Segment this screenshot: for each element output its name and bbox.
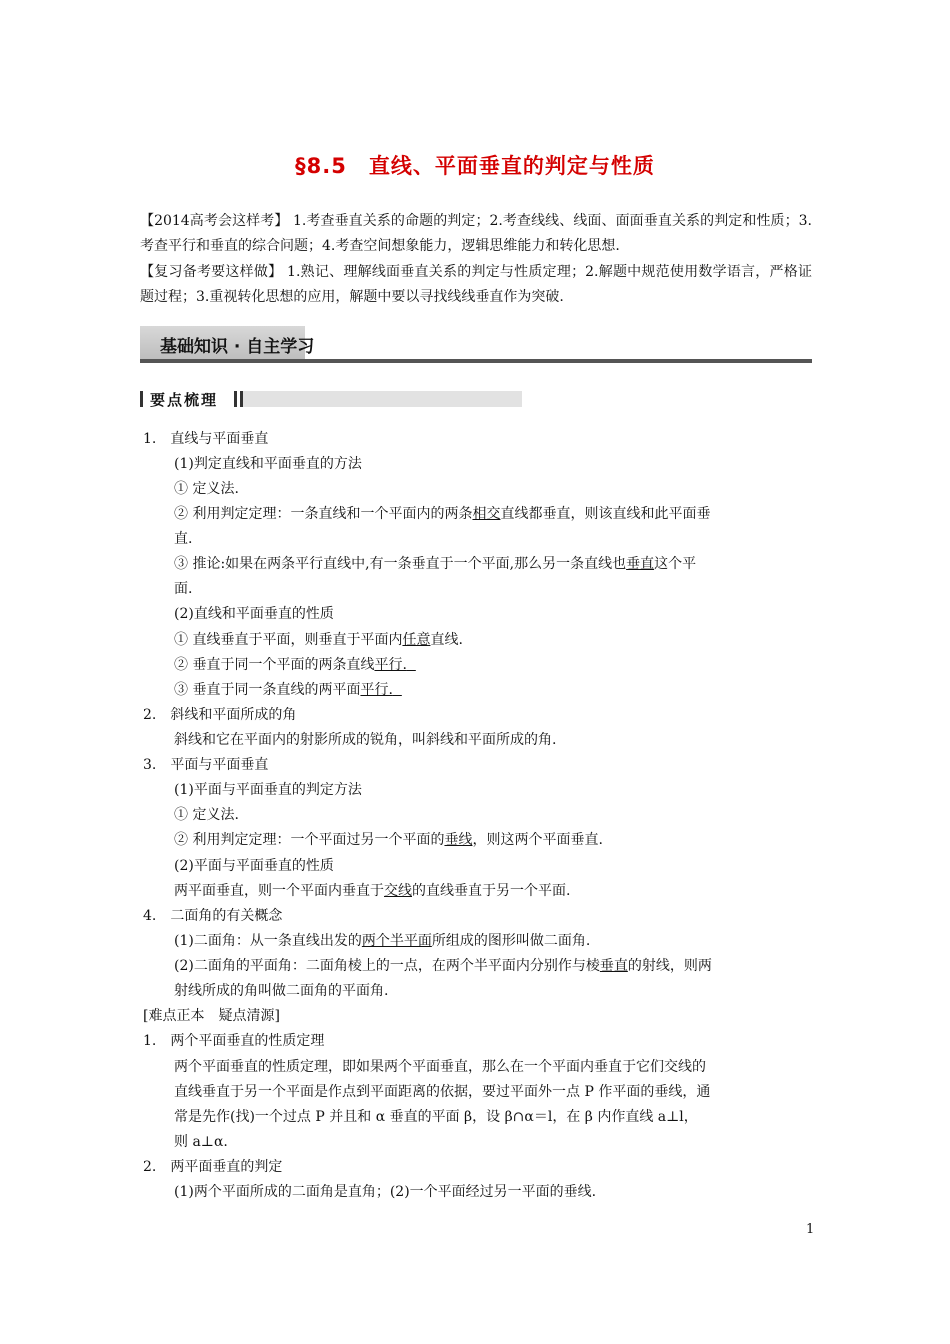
section-1-item-b-cont: 直. [174, 531, 193, 547]
section-3-sub-2: (2)平面与平面垂直的性质 [174, 858, 334, 874]
section-3-item-b: ② 利用判定定理：一个平面过另一个平面的垂线，则这两个平面垂直. [174, 832, 603, 848]
difficulty-item-2-heading: 2. 两平面垂直的判定 [143, 1159, 283, 1175]
section-3-heading: 3. 平面与平面垂直 [143, 757, 269, 773]
section-4-item-b-cont: 射线所成的角叫做二面角的平面角. [174, 983, 389, 999]
review-note-tag: 【复习备考要这样做】 [140, 264, 283, 280]
section-1-sub-1: (1)判定直线和平面垂直的方法 [174, 456, 362, 472]
section-4-item-a: (1)二面角：从一条直线出发的两个半平面所组成的图形叫做二面角. [174, 933, 591, 949]
page-number: 1 [806, 1222, 815, 1237]
section-1-item-c: ③ 推论:如果在两条平行直线中,有一条垂直于一个平面,那么另一条直线也垂直这个平 [174, 556, 697, 572]
difficulty-item-1-line-1: 两个平面垂直的性质定理，即如果两个平面垂直，那么在一个平面内垂直于它们交线的 [174, 1059, 706, 1075]
section-1-item-b: ② 利用判定定理：一条直线和一个平面内的两条相交直线都垂直，则该直线和此平面垂 [174, 506, 711, 522]
section-4-item-b: (2)二面角的平面角：二面角棱上的一点，在两个半平面内分别作与棱垂直的射线，则两 [174, 958, 712, 974]
section-1-item-e: ② 垂直于同一个平面的两条直线平行. [174, 657, 407, 673]
section-4-heading: 4. 二面角的有关概念 [143, 908, 283, 924]
difficulty-item-2-text: (1)两个平面所成的二面角是直角；(2)一个平面经过另一平面的垂线. [174, 1184, 597, 1200]
section-3-sub-1: (1)平面与平面垂直的判定方法 [174, 782, 362, 798]
section-2-heading: 2. 斜线和平面所成的角 [143, 707, 297, 723]
subheading-label: 要点梳理 [150, 391, 219, 409]
page-title: §8.5 直线、平面垂直的判定与性质 [295, 154, 655, 178]
section-banner-label: 基础知识 · 自主学习 [160, 337, 315, 357]
difficulty-heading: [难点正本 疑点清源] [143, 1008, 280, 1024]
difficulty-item-1-heading: 1. 两个平面垂直的性质定理 [143, 1033, 325, 1049]
section-1-item-c-cont: 面. [174, 581, 193, 597]
section-3-item-a: ① 定义法. [174, 807, 239, 823]
difficulty-item-1-line-2: 直线垂直于另一个平面是作点到平面距离的依据，要过平面外一点 P 作平面的垂线，通 [174, 1084, 711, 1100]
exam-note [140, 209, 812, 259]
section-2-text: 斜线和它在平面内的射影所成的锐角，叫斜线和平面所成的角. [174, 732, 557, 748]
difficulty-item-1-line-3: 常是先作(找)一个过点 P 并且和 α 垂直的平面 β，设 β∩α＝l，在 β 内作直线 a⊥l， [174, 1109, 698, 1125]
exam-note-text: 1.考查垂直关系的命题的判定；2.考查线线、线面、面面垂直关系的判定和性质；3.考查平行和垂直的综合问题；4.考查空间想象能力，逻辑思维能力和转化思想. [140, 213, 812, 254]
section-3-item-c: 两平面垂直，则一个平面内垂直于交线的直线垂直于另一个平面. [174, 883, 571, 899]
section-1-item-a: ① 定义法. [174, 481, 239, 497]
review-note-text: 1.熟记、理解线面垂直关系的判定与性质定理；2.解题中规范使用数学语言，严格证题过程；3.重视转化思想的应用，解题中要以寻找线线垂直作为突破. [140, 264, 812, 305]
section-1-item-f: ③ 垂直于同一条直线的两平面平行. [174, 682, 393, 698]
section-banner [140, 326, 812, 364]
section-1-item-d: ① 直线垂直于平面，则垂直于平面内任意直线. [174, 632, 463, 648]
subheading [140, 389, 522, 409]
section-1-heading: 1. 直线与平面垂直 [143, 431, 269, 447]
review-note [140, 260, 812, 310]
section-1-sub-2: (2)直线和平面垂直的性质 [174, 606, 334, 622]
difficulty-item-1-line-4: 则 a⊥α. [174, 1134, 228, 1150]
exam-note-tag: 【2014高考会这样考】 [140, 213, 289, 229]
section-rule [140, 359, 812, 363]
